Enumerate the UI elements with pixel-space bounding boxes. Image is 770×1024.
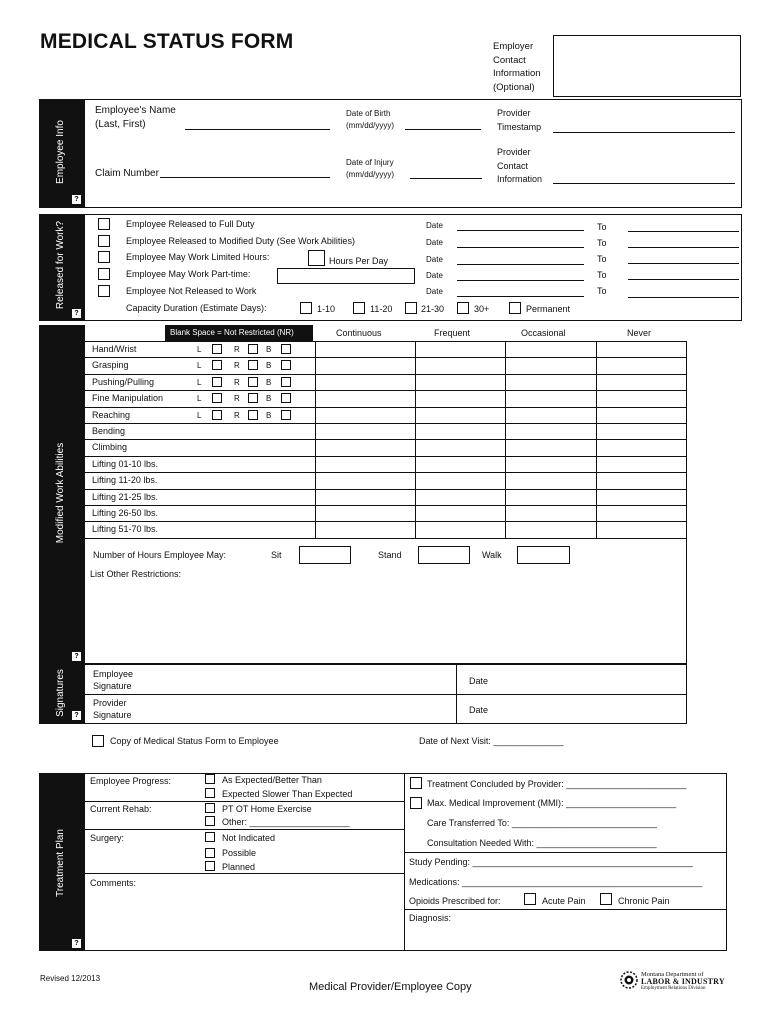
claim-number-label: Claim Number [95, 168, 159, 179]
walk-label: Walk [482, 550, 502, 560]
copy-designation: Medical Provider/Employee Copy [309, 981, 472, 993]
ability-row-label: Pushing/Pulling [92, 377, 155, 387]
side-checkbox[interactable] [281, 344, 291, 354]
released-full-duty-checkbox[interactable] [98, 218, 110, 230]
duration-21-30-checkbox[interactable] [405, 302, 417, 314]
col-divider [505, 341, 506, 538]
side-checkbox[interactable] [248, 344, 258, 354]
date-field[interactable] [457, 247, 584, 248]
acute-pain-checkbox[interactable] [524, 893, 536, 905]
side-checkbox[interactable] [248, 410, 258, 420]
to-label: To [597, 238, 607, 248]
treatment-concluded-checkbox[interactable] [410, 777, 422, 789]
side-label: B [266, 394, 272, 403]
col-occasional: Occasional [521, 328, 566, 338]
diagnosis-label: Diagnosis: [409, 913, 452, 923]
help-icon[interactable]: ? [72, 711, 81, 720]
opioids-label: Opioids Prescribed for: [409, 896, 501, 906]
side-checkbox[interactable] [248, 393, 258, 403]
surgery-label: Surgery: [90, 833, 125, 843]
help-icon[interactable]: ? [72, 939, 81, 948]
provider-timestamp-field[interactable] [553, 132, 735, 133]
treatment-divider [85, 873, 404, 874]
consultation-label: Consultation Needed With: ________________________ [427, 838, 657, 848]
treatment-divider [404, 773, 405, 951]
side-checkbox[interactable] [212, 393, 222, 403]
other-restrictions-label: List Other Restrictions: [90, 569, 182, 579]
duration-option: Permanent [526, 304, 571, 314]
side-checkbox[interactable] [281, 410, 291, 420]
sit-label: Sit [271, 550, 282, 560]
released-modified-duty-checkbox[interactable] [98, 235, 110, 247]
released-item: Employee May Work Limited Hours: [126, 252, 270, 262]
limited-hours-checkbox[interactable] [98, 251, 110, 263]
released-item: Employee May Work Part-time: [126, 269, 251, 279]
surgery-not-indicated-checkbox[interactable] [205, 832, 215, 842]
side-label: B [266, 378, 272, 387]
help-icon[interactable]: ? [72, 652, 81, 661]
provider-signature-label: Provider Signature [93, 698, 132, 720]
progress-as-expected-checkbox[interactable] [205, 774, 215, 784]
copy-to-employee-label: Copy of Medical Status Form to Employee [110, 736, 279, 746]
department-seal-icon [620, 971, 638, 989]
date-label: Date [426, 238, 443, 247]
duration-option: 30+ [474, 304, 490, 314]
col-divider [596, 341, 597, 538]
released-item: Employee Released to Full Duty [126, 219, 255, 229]
side-checkbox[interactable] [281, 393, 291, 403]
abilities-label: Modified Work Abilities [55, 442, 66, 544]
employee-info-label: Employee Info [55, 120, 66, 184]
provider-contact-field[interactable] [553, 183, 735, 184]
side-checkbox[interactable] [248, 377, 258, 387]
hours-per-day-label: Hours Per Day [329, 256, 389, 266]
employee-signature-date-label: Date [469, 676, 489, 686]
side-checkbox[interactable] [212, 360, 222, 370]
side-checkbox[interactable] [212, 344, 222, 354]
signatures-label: Signatures [55, 669, 66, 717]
next-visit-label: Date of Next Visit: ______________ [419, 736, 564, 746]
rehab-pt-checkbox[interactable] [205, 803, 215, 813]
hours-per-day-field[interactable] [308, 250, 325, 266]
treatment-divider [85, 801, 404, 802]
provider-contact-label: Provider Contact Information [497, 147, 543, 184]
to-field[interactable] [628, 297, 739, 298]
side-label: R [234, 394, 240, 403]
sig-divider [85, 694, 687, 695]
col-never: Never [627, 328, 652, 338]
duration-1-10-checkbox[interactable] [300, 302, 312, 314]
date-label: Date [426, 271, 443, 280]
side-checkbox[interactable] [281, 377, 291, 387]
ability-row-label: Reaching [92, 410, 131, 420]
surgery-planned-checkbox[interactable] [205, 861, 215, 871]
released-item: Employee Released to Modified Duty (See Work Abilities) [126, 236, 355, 246]
ability-row-label: Lifting 01-10 lbs. [92, 459, 159, 469]
employee-info-box [85, 99, 742, 208]
dob-label: Date of Birth (mm/dd/yyyy) [346, 109, 394, 130]
employee-signature-label: Employee Signature [93, 669, 134, 691]
part-time-field[interactable] [277, 268, 415, 284]
side-label: L [197, 361, 202, 370]
provider-timestamp-label: Provider Timestamp [497, 108, 542, 132]
hours-label: Number of Hours Employee May: [93, 550, 227, 560]
employee-name-label: Employee's Name (Last, First) [95, 105, 176, 130]
duration-option: 21-30 [421, 304, 445, 314]
dob-field[interactable] [405, 129, 481, 130]
stand-hours-field[interactable] [418, 546, 470, 564]
side-label: B [266, 345, 272, 354]
ability-row-label: Lifting 21-25 lbs. [92, 492, 159, 502]
date-field[interactable] [457, 230, 584, 231]
employee-name-field[interactable] [185, 129, 330, 130]
side-label: L [197, 378, 202, 387]
employer-contact-field[interactable] [553, 35, 741, 97]
to-field[interactable] [628, 231, 739, 232]
side-label: R [234, 361, 240, 370]
acute-pain-label: Acute Pain [542, 896, 586, 906]
col-continuous: Continuous [336, 328, 382, 338]
released-label: Released for Work? [55, 220, 66, 310]
ability-row-label: Fine Manipulation [92, 393, 164, 403]
walk-hours-field[interactable] [517, 546, 570, 564]
study-pending-label: Study Pending: ____________________________________________ [409, 857, 693, 867]
employer-contact-label: Employer Contact Information (Optional) [493, 41, 541, 93]
to-field[interactable] [628, 279, 739, 280]
part-time-checkbox[interactable] [98, 268, 110, 280]
date-field[interactable] [457, 264, 584, 265]
duration-11-20-checkbox[interactable] [353, 302, 365, 314]
duration-option: 1-10 [317, 304, 336, 314]
revised-label: Revised 12/2013 [40, 974, 101, 983]
help-icon[interactable]: ? [72, 309, 81, 318]
surgery-option: Possible [222, 848, 257, 858]
ability-row-label: Lifting 51-70 lbs. [92, 524, 159, 534]
chronic-pain-label: Chronic Pain [618, 896, 670, 906]
col-divider [315, 341, 316, 538]
to-label: To [597, 222, 607, 232]
treatment-label: Treatment Plan [55, 829, 66, 897]
duration-permanent-checkbox[interactable] [509, 302, 521, 314]
form-title: MEDICAL STATUS FORM [40, 30, 294, 53]
mmi-checkbox[interactable] [410, 797, 422, 809]
col-frequent: Frequent [434, 328, 471, 338]
comments-label: Comments: [90, 878, 137, 888]
side-checkbox[interactable] [281, 360, 291, 370]
claim-number-field[interactable] [160, 177, 330, 178]
surgery-option: Planned [222, 862, 256, 872]
date-field[interactable] [457, 296, 584, 297]
department-logo: Montana Department of LABOR & INDUSTRY Employment Relations Division [641, 971, 725, 991]
ability-row-label: Lifting 26-50 lbs. [92, 508, 159, 518]
ability-row-label: Climbing [92, 442, 128, 452]
side-checkbox[interactable] [248, 360, 258, 370]
side-label: L [197, 411, 202, 420]
progress-option: Expected Slower Than Expected [222, 789, 353, 799]
care-transferred-label: Care Transferred To: _____________________________ [427, 818, 658, 828]
date-field[interactable] [457, 280, 584, 281]
side-label: R [234, 378, 240, 387]
rehab-option: PT OT Home Exercise [222, 804, 312, 814]
ability-row-label: Lifting 11-20 lbs. [92, 475, 158, 485]
rehab-option: Other: ____________________ [222, 817, 350, 827]
nr-header-text: Blank Space = Not Restricted (NR) [170, 328, 294, 337]
to-field[interactable] [628, 247, 739, 248]
surgery-possible-checkbox[interactable] [205, 848, 215, 858]
side-checkbox[interactable] [212, 410, 222, 420]
date-label: Date [426, 255, 443, 264]
to-label: To [597, 270, 607, 280]
sig-divider [456, 664, 457, 724]
treatment-divider [404, 852, 727, 853]
copy-to-employee-checkbox[interactable] [92, 735, 104, 747]
rehab-other-checkbox[interactable] [205, 816, 215, 826]
progress-label: Employee Progress: [90, 776, 172, 786]
side-label: B [266, 361, 272, 370]
doi-label: Date of Injury (mm/dd/yyyy) [346, 158, 394, 179]
date-label: Date [426, 287, 443, 296]
treatment-divider [404, 909, 727, 910]
to-field[interactable] [628, 263, 739, 264]
progress-option: As Expected/Better Than [222, 775, 322, 785]
capacity-duration-label: Capacity Duration (Estimate Days): [126, 303, 267, 313]
released-item: Employee Not Released to Work [126, 286, 257, 296]
side-label: L [197, 345, 202, 354]
medications-label: Medications: ________________________________________________ [409, 877, 703, 887]
col-divider [415, 341, 416, 538]
date-label: Date [426, 221, 443, 230]
chronic-pain-checkbox[interactable] [600, 893, 612, 905]
abilities-divider [85, 538, 687, 539]
to-label: To [597, 254, 607, 264]
progress-slower-checkbox[interactable] [205, 788, 215, 798]
provider-signature-date-label: Date [469, 705, 489, 715]
sit-hours-field[interactable] [299, 546, 351, 564]
side-checkbox[interactable] [212, 377, 222, 387]
help-icon[interactable]: ? [72, 195, 81, 204]
mmi-label: Max. Medical Improvement (MMI): ______________________ [427, 798, 677, 808]
side-label: R [234, 411, 240, 420]
treatment-concluded-label: Treatment Concluded by Provider: ________________________ [427, 779, 687, 789]
side-label: L [197, 394, 202, 403]
ability-row-label: Hand/Wrist [92, 344, 137, 354]
ability-row-label: Grasping [92, 360, 129, 370]
not-released-checkbox[interactable] [98, 285, 110, 297]
to-label: To [597, 286, 607, 296]
rehab-label: Current Rehab: [90, 804, 152, 814]
side-label: R [234, 345, 240, 354]
treatment-divider [85, 829, 404, 830]
surgery-option: Not Indicated [222, 833, 276, 843]
doi-field[interactable] [410, 178, 482, 179]
duration-30-plus-checkbox[interactable] [457, 302, 469, 314]
ability-row-label: Bending [92, 426, 126, 436]
side-label: B [266, 411, 272, 420]
stand-label: Stand [378, 550, 402, 560]
duration-option: 11-20 [370, 304, 393, 314]
